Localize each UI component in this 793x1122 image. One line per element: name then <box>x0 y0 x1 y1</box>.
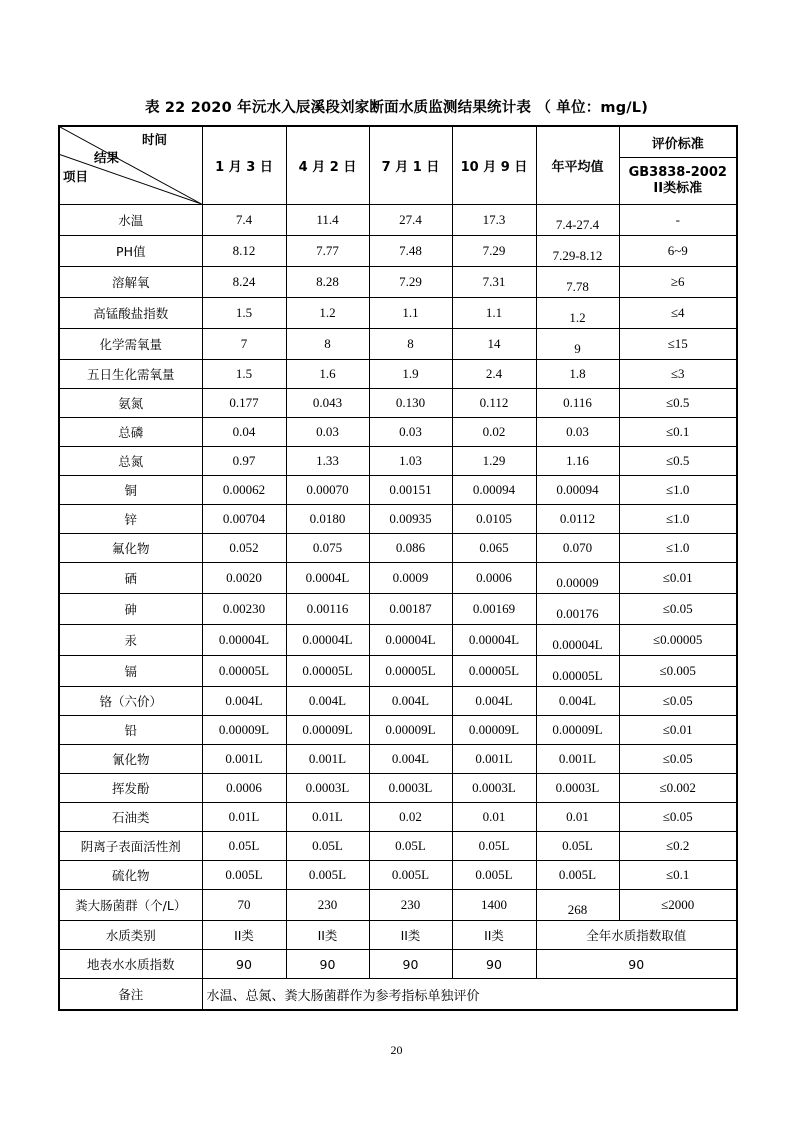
value-cell: 90 <box>452 950 536 979</box>
avg-cell: 0.00009 <box>536 563 619 594</box>
table-row <box>59 625 737 656</box>
value-cell: 2.4 <box>452 360 536 389</box>
row-item-name: 氨氮 <box>59 389 202 418</box>
standard-cell: ≤0.005 <box>619 656 737 687</box>
avg-cell: 1.8 <box>536 360 619 389</box>
standard-cell: ≤0.05 <box>619 803 737 832</box>
value-cell: 14 <box>452 329 536 360</box>
standard-cell: ≤2000 <box>619 890 737 921</box>
value-cell: 90 <box>286 950 369 979</box>
avg-cell: 268 <box>536 890 619 921</box>
avg-cell: 0.03 <box>536 418 619 447</box>
value-cell: 0.97 <box>202 447 286 476</box>
value-cell: 7.29 <box>452 236 536 267</box>
row-item-name: 镉 <box>59 656 202 687</box>
row-item-name: 石油类 <box>59 803 202 832</box>
eval-standard-class: II类标准 <box>653 181 703 196</box>
row-item-name: 总氮 <box>59 447 202 476</box>
value-cell: 1400 <box>452 890 536 921</box>
value-cell: 8.24 <box>202 267 286 298</box>
value-cell: 1.2 <box>286 298 369 329</box>
standard-cell: ≤1.0 <box>619 505 737 534</box>
standard-cell: ≤0.05 <box>619 745 737 774</box>
value-cell: 0.00009L <box>286 716 369 745</box>
value-cell: 0.03 <box>286 418 369 447</box>
value-cell: 0.05L <box>452 832 536 861</box>
standard-cell: ≤0.1 <box>619 418 737 447</box>
avg-cell: 0.05L <box>536 832 619 861</box>
avg-cell: 0.001L <box>536 745 619 774</box>
value-cell: 8 <box>286 329 369 360</box>
avg-cell: 0.00176 <box>536 594 619 625</box>
avg-cell: 0.070 <box>536 534 619 563</box>
value-cell: 0.086 <box>369 534 452 563</box>
table-row <box>59 389 737 418</box>
avg-cell: 0.00004L <box>536 625 619 656</box>
value-cell: 0.0009 <box>369 563 452 594</box>
value-cell: 1.33 <box>286 447 369 476</box>
value-cell: 7.77 <box>286 236 369 267</box>
remark-text: 水温、总氮、粪大肠菌群作为参考指标单独评价 <box>202 979 737 1011</box>
value-cell: 0.00005L <box>202 656 286 687</box>
value-cell: 0.03 <box>369 418 452 447</box>
corner-time-label: 时间 <box>142 132 168 147</box>
standard-cell: 6~9 <box>619 236 737 267</box>
row-item-name: 阴离子表面活性剂 <box>59 832 202 861</box>
row-item-name: 硫化物 <box>59 861 202 890</box>
value-cell: 0.0180 <box>286 505 369 534</box>
value-cell: 11.4 <box>286 205 369 236</box>
standard-cell: ≤0.5 <box>619 389 737 418</box>
value-cell: 1.03 <box>369 447 452 476</box>
value-cell: 0.001L <box>452 745 536 774</box>
value-cell: 0.130 <box>369 389 452 418</box>
avg-cell: 0.00009L <box>536 716 619 745</box>
value-cell: 0.00704 <box>202 505 286 534</box>
value-cell: 0.00230 <box>202 594 286 625</box>
date-header-4: 10 月 9 日 <box>452 126 536 205</box>
row-item-name: PH值 <box>59 236 202 267</box>
value-cell: 0.0020 <box>202 563 286 594</box>
eval-standard-header <box>619 158 737 205</box>
value-cell: 27.4 <box>369 205 452 236</box>
row-item-name: 硒 <box>59 563 202 594</box>
value-cell: 0.005L <box>286 861 369 890</box>
value-cell: 0.004L <box>286 687 369 716</box>
row-item-name: 粪大肠菌群（个/L） <box>59 890 202 921</box>
value-cell: 1.6 <box>286 360 369 389</box>
value-cell: 0.00070 <box>286 476 369 505</box>
avg-cell: 7.4-27.4 <box>536 205 619 236</box>
standard-cell: ≤0.01 <box>619 716 737 745</box>
table-row <box>59 687 737 716</box>
standard-cell: ≤0.1 <box>619 861 737 890</box>
table-row <box>59 418 737 447</box>
table-row <box>59 890 737 921</box>
value-cell: 0.05L <box>286 832 369 861</box>
value-cell: 0.0105 <box>452 505 536 534</box>
table-row <box>59 861 737 890</box>
diagonal-header-cell <box>59 126 202 205</box>
value-cell: 90 <box>202 950 286 979</box>
value-cell: 0.05L <box>369 832 452 861</box>
value-cell: 0.02 <box>369 803 452 832</box>
value-cell: 1.1 <box>369 298 452 329</box>
value-cell: 0.043 <box>286 389 369 418</box>
avg-cell: 0.01 <box>536 803 619 832</box>
date-header-1: 1 月 3 日 <box>202 126 286 205</box>
avg-cell: 0.00005L <box>536 656 619 687</box>
value-cell: 7.29 <box>369 267 452 298</box>
value-cell: 0.005L <box>202 861 286 890</box>
value-cell: 0.00009L <box>452 716 536 745</box>
value-cell: 8 <box>369 329 452 360</box>
table-row <box>59 476 737 505</box>
row-item-name: 地表水水质指数 <box>59 950 202 979</box>
table-row <box>59 774 737 803</box>
row-item-name: 五日生化需氧量 <box>59 360 202 389</box>
value-cell: 1.1 <box>452 298 536 329</box>
standard-cell: ≥6 <box>619 267 737 298</box>
table-row <box>59 360 737 389</box>
value-cell: 0.00005L <box>369 656 452 687</box>
table-row <box>59 329 737 360</box>
value-cell: 0.001L <box>286 745 369 774</box>
value-cell: 70 <box>202 890 286 921</box>
avg-cell: 0.116 <box>536 389 619 418</box>
table-row <box>59 267 737 298</box>
table-row <box>59 745 737 774</box>
value-cell: 0.0006 <box>452 563 536 594</box>
value-cell: 0.00151 <box>369 476 452 505</box>
merged-cell: 90 <box>536 950 737 979</box>
value-cell: 0.02 <box>452 418 536 447</box>
row-item-name: 水温 <box>59 205 202 236</box>
table-row <box>59 832 737 861</box>
standard-cell: ≤0.05 <box>619 687 737 716</box>
avg-cell: 0.0112 <box>536 505 619 534</box>
value-cell: 0.00187 <box>369 594 452 625</box>
value-cell: 7.31 <box>452 267 536 298</box>
avg-cell: 9 <box>536 329 619 360</box>
value-cell: 17.3 <box>452 205 536 236</box>
value-cell: 230 <box>369 890 452 921</box>
table-row <box>59 803 737 832</box>
value-cell: 0.00005L <box>286 656 369 687</box>
water-index-row <box>59 950 737 979</box>
table-row <box>59 236 737 267</box>
value-cell: 0.0003L <box>369 774 452 803</box>
value-cell: 0.00004L <box>452 625 536 656</box>
table-row <box>59 563 737 594</box>
standard-cell: ≤3 <box>619 360 737 389</box>
value-cell: 0.00004L <box>286 625 369 656</box>
value-cell: 0.00935 <box>369 505 452 534</box>
corner-result-label: 结果 <box>94 150 120 165</box>
standard-cell: ≤1.0 <box>619 534 737 563</box>
value-cell: 0.0003L <box>452 774 536 803</box>
standard-cell: ≤0.01 <box>619 563 737 594</box>
value-cell: 8.12 <box>202 236 286 267</box>
corner-item-label: 项目 <box>63 169 89 184</box>
value-cell: II类 <box>452 921 536 950</box>
value-cell: 0.00009L <box>202 716 286 745</box>
row-item-name: 总磷 <box>59 418 202 447</box>
row-item-name: 高锰酸盐指数 <box>59 298 202 329</box>
table-row <box>59 205 737 236</box>
table-row <box>59 447 737 476</box>
value-cell: 230 <box>286 890 369 921</box>
row-item-name: 挥发酚 <box>59 774 202 803</box>
value-cell: 0.04 <box>202 418 286 447</box>
table-row <box>59 298 737 329</box>
value-cell: 90 <box>369 950 452 979</box>
avg-cell: 7.29-8.12 <box>536 236 619 267</box>
eval-standard-code: GB3838-2002 <box>628 165 727 180</box>
value-cell: 0.00009L <box>369 716 452 745</box>
row-item-name: 氟化物 <box>59 534 202 563</box>
date-header-3: 7 月 1 日 <box>369 126 452 205</box>
standard-cell: ≤0.2 <box>619 832 737 861</box>
value-cell: 0.005L <box>369 861 452 890</box>
table-row <box>59 505 737 534</box>
value-cell: 0.00094 <box>452 476 536 505</box>
value-cell: 0.177 <box>202 389 286 418</box>
value-cell: 0.01L <box>286 803 369 832</box>
page-number: 20 <box>390 1043 403 1057</box>
diagonal-lines <box>60 127 202 204</box>
value-cell: 7.4 <box>202 205 286 236</box>
eval-header: 评价标准 <box>619 126 737 158</box>
value-cell: 0.00005L <box>452 656 536 687</box>
row-item-name: 氰化物 <box>59 745 202 774</box>
avg-cell: 0.005L <box>536 861 619 890</box>
row-item-name: 化学需氧量 <box>59 329 202 360</box>
remark-row <box>59 979 737 1011</box>
standard-cell: - <box>619 205 737 236</box>
table-title: 表 22 2020 年沅水入辰溪段刘家断面水质监测结果统计表 （ 单位：mg/L) <box>144 100 649 116</box>
row-item-name: 铬（六价） <box>59 687 202 716</box>
value-cell: 0.01L <box>202 803 286 832</box>
merged-cell: 全年水质指数取值 <box>536 921 737 950</box>
standard-cell: ≤15 <box>619 329 737 360</box>
table-row <box>59 594 737 625</box>
value-cell: 0.004L <box>369 687 452 716</box>
table-row <box>59 716 737 745</box>
value-cell: 0.004L <box>452 687 536 716</box>
value-cell: 1.29 <box>452 447 536 476</box>
avg-cell: 7.78 <box>536 267 619 298</box>
value-cell: 1.5 <box>202 360 286 389</box>
value-cell: 0.004L <box>202 687 286 716</box>
value-cell: 1.5 <box>202 298 286 329</box>
table-row <box>59 656 737 687</box>
row-item-name: 水质类别 <box>59 921 202 950</box>
row-item-name: 砷 <box>59 594 202 625</box>
date-header-2: 4 月 2 日 <box>286 126 369 205</box>
value-cell: 0.065 <box>452 534 536 563</box>
value-cell: 7.48 <box>369 236 452 267</box>
standard-cell: ≤0.5 <box>619 447 737 476</box>
value-cell: 8.28 <box>286 267 369 298</box>
value-cell: II类 <box>286 921 369 950</box>
value-cell: 0.05L <box>202 832 286 861</box>
value-cell: II类 <box>202 921 286 950</box>
row-item-name: 锌 <box>59 505 202 534</box>
standard-cell: ≤0.05 <box>619 594 737 625</box>
value-cell: 0.005L <box>452 861 536 890</box>
value-cell: 0.052 <box>202 534 286 563</box>
value-cell: 7 <box>202 329 286 360</box>
value-cell: 0.00116 <box>286 594 369 625</box>
row-item-name: 铅 <box>59 716 202 745</box>
row-item-name: 汞 <box>59 625 202 656</box>
value-cell: 0.0004L <box>286 563 369 594</box>
water-class-row <box>59 921 737 950</box>
water-quality-table <box>58 125 738 1011</box>
value-cell: 0.0003L <box>286 774 369 803</box>
remark-label: 备注 <box>59 979 202 1011</box>
header-row-top <box>59 126 737 158</box>
value-cell: 1.9 <box>369 360 452 389</box>
standard-cell: ≤4 <box>619 298 737 329</box>
value-cell: 0.00004L <box>202 625 286 656</box>
value-cell: 0.01 <box>452 803 536 832</box>
value-cell: 0.001L <box>202 745 286 774</box>
row-item-name: 铜 <box>59 476 202 505</box>
value-cell: II类 <box>369 921 452 950</box>
avg-cell: 1.16 <box>536 447 619 476</box>
value-cell: 0.112 <box>452 389 536 418</box>
avg-cell: 0.00094 <box>536 476 619 505</box>
standard-cell: ≤1.0 <box>619 476 737 505</box>
value-cell: 0.00062 <box>202 476 286 505</box>
value-cell: 0.0006 <box>202 774 286 803</box>
avg-header: 年平均值 <box>536 126 619 205</box>
avg-cell: 1.2 <box>536 298 619 329</box>
row-item-name: 溶解氧 <box>59 267 202 298</box>
avg-cell: 0.004L <box>536 687 619 716</box>
table-row <box>59 534 737 563</box>
standard-cell: ≤0.00005 <box>619 625 737 656</box>
value-cell: 0.075 <box>286 534 369 563</box>
value-cell: 0.00169 <box>452 594 536 625</box>
avg-cell: 0.0003L <box>536 774 619 803</box>
standard-cell: ≤0.002 <box>619 774 737 803</box>
value-cell: 0.00004L <box>369 625 452 656</box>
value-cell: 0.004L <box>369 745 452 774</box>
